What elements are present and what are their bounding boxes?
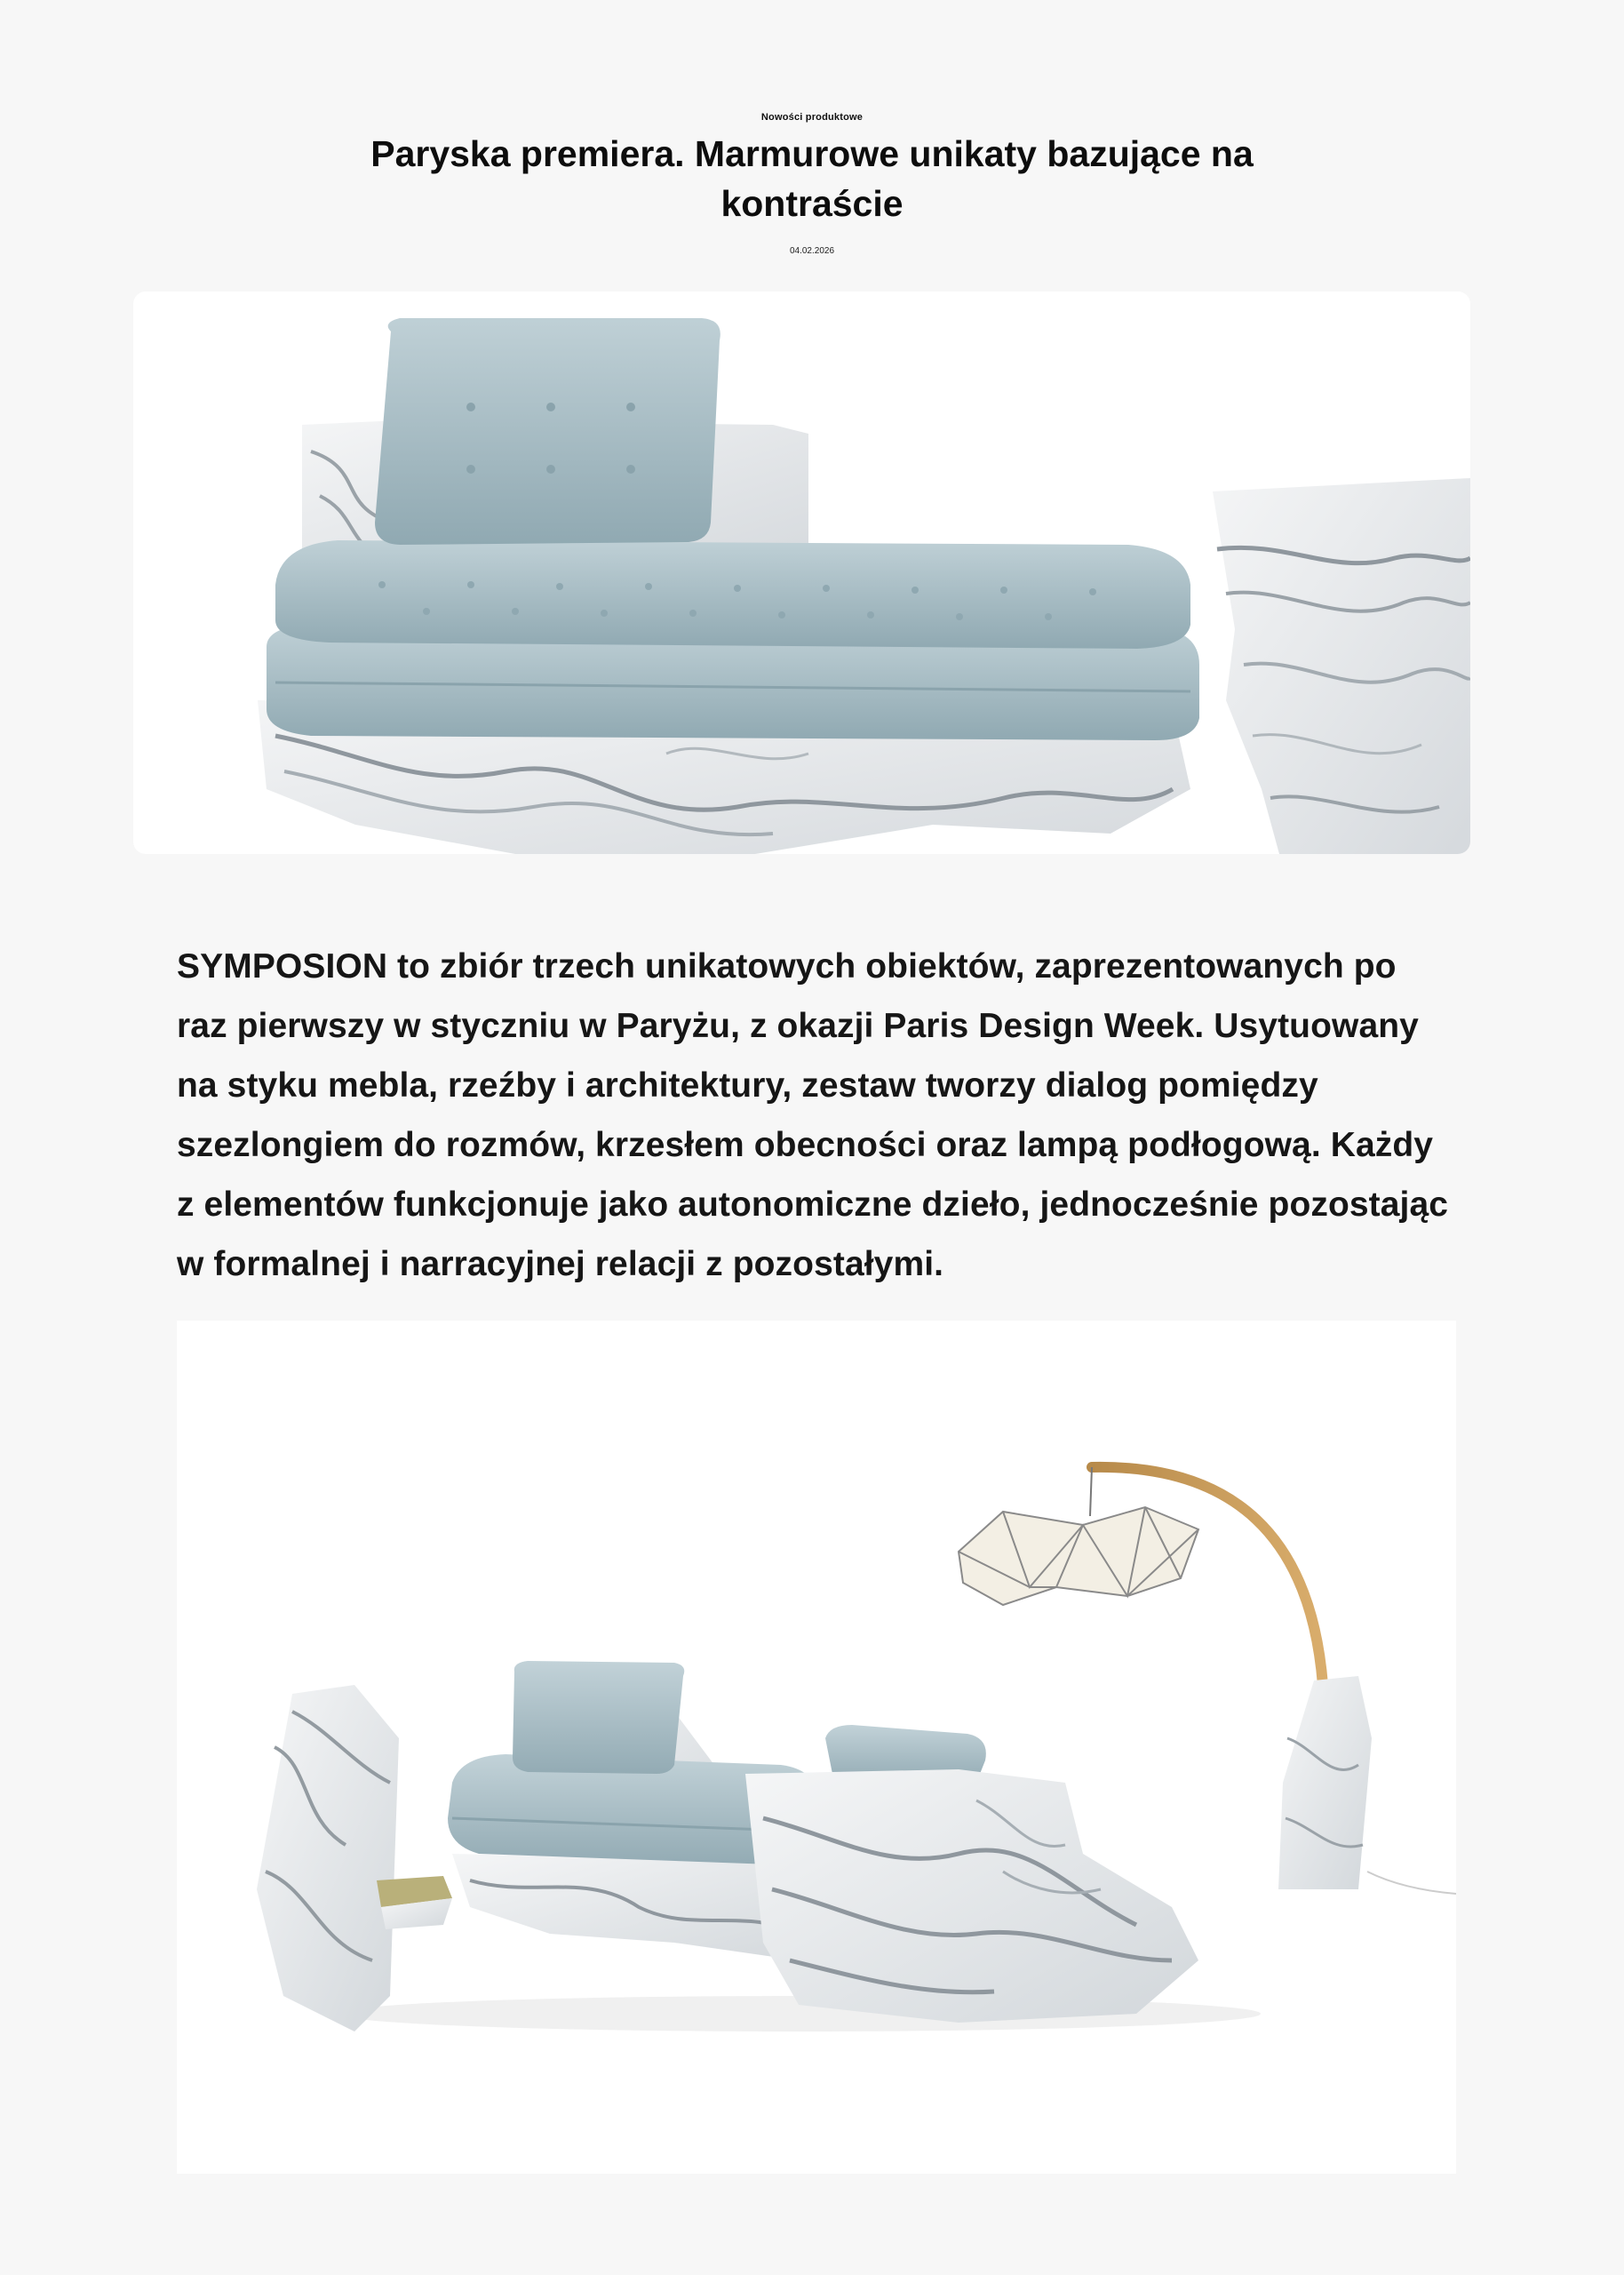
- hero-image: [133, 291, 1470, 854]
- set-image: [177, 1321, 1456, 2174]
- article-date: 04.02.2026: [789, 246, 835, 256]
- article-body: SYMPOSION to zbiór trzech unikatowych obiektów, zaprezentowanych po raz pierwszy w styczniu w Paryżu, z okazji Paris Design Week. Usytuowany na styku mebla, rzeźby i architektury, zestaw tworzy dialog pomiędzy szezlongiem do rozmów, krzesłem obecności oraz lampą podłogową. Każdy z elementów funkcjonuje jako autonomiczne dzieło, jednocześnie pozostając w formalnej i narracyjnej relacji z pozostałymi.: [177, 947, 1449, 1283]
- chaise-longue-illustration: [133, 291, 1470, 854]
- article-title: Paryska premiera. Marmurowe unikaty bazujące na kontraście: [370, 133, 1254, 224]
- symposion-set-illustration: [177, 1321, 1456, 2174]
- article-category[interactable]: Nowości produktowe: [760, 112, 864, 123]
